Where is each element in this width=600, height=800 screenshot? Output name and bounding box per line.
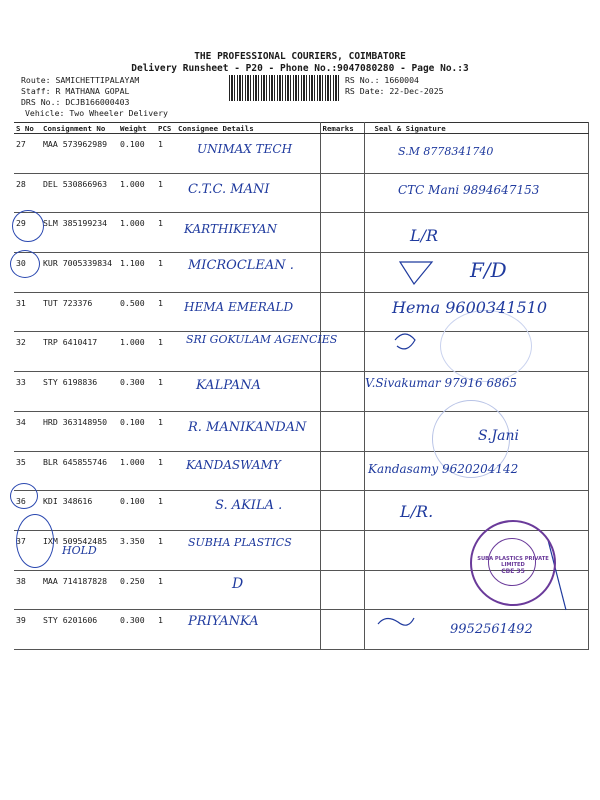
hw-consignee-32: SRI GOKULAM AGENCIES [186,333,338,346]
row-consignment: TUT 723376 [41,292,118,332]
row-consignment: TRP 6410417 [41,332,118,372]
staff-label: Staff: R MATHANA GOPAL [21,86,130,96]
hw-consignee-27: UNIMAX TECH [197,142,293,156]
row-pcs: 1 [156,292,176,332]
vehicle-label: Vehicle: Two Wheeler Delivery [25,108,168,118]
row-weight: 0.500 [118,292,156,332]
hw-signature-30: F/D [470,258,507,282]
col-sno: S No [14,123,41,134]
hw-consignee-31: HEMA EMERALD [184,300,294,314]
hw-signature-36: L/R. [400,502,434,521]
row-sno: 29 [14,213,41,253]
company-title: THE PROFESSIONAL COURIERS, COIMBATORE [194,51,406,62]
hw-signature-35: Kandasamy 9620204142 [368,462,519,476]
row-weight: 0.100 [118,134,156,174]
hw-consignee-29: KARTHIKEYAN [184,222,278,236]
circled-row-37 [16,514,54,568]
row-consignment: MAA 573962989 [41,134,118,174]
hw-signature-39: 9952561492 [450,622,533,637]
stamp-text: SUBA PLASTICS PRIVATE LIMITED [477,556,549,568]
hw-signature-31: Hema 9600341510 [392,298,548,317]
row-pcs: 1 [156,213,176,253]
row-weight: 0.100 [118,411,156,451]
row-weight: 0.300 [118,610,156,650]
hw-signature-27: S.M 8778341740 [398,145,494,158]
col-remarks: Remarks [320,123,364,134]
col-consignment: Consignment No [41,123,118,134]
row-consignment: SLM 385199234 [41,213,118,253]
rs-date: RS Date: 22-Dec-2025 [345,86,444,96]
row-pcs: 1 [156,253,176,293]
row-pcs: 1 [156,372,176,412]
circled-sno-30 [10,250,40,278]
scribble-39 [378,618,414,625]
hw-consignee-34: R. MANIKANDAN [188,420,307,435]
hw-consignee-30: MICROCLEAN . [188,258,294,273]
row-weight: 3.350 [118,530,156,570]
circled-sno-29 [12,210,44,242]
hw-consignee-36: S. AKILA . [215,498,283,513]
row-weight: 1.000 [118,213,156,253]
runsheet-subtitle: Delivery Runsheet - P20 - Phone No.:9047080280 - Page No.:3 [131,63,469,74]
row-weight: 1.000 [118,332,156,372]
row-sno: 31 [14,292,41,332]
row-sno: 37 [14,530,41,570]
route-label: Route: SAMICHETTIPALAYAM [21,75,140,85]
row-sno: 30 [14,253,41,293]
row-sno: 36 [14,491,41,531]
row-consignment: KUR 7005339834 [41,253,118,293]
row-pcs: 1 [156,173,176,213]
hw-signature-28: CTC Mani 9894647153 [398,183,540,197]
row-sno: 32 [14,332,41,372]
stamp-inner-text: CBE 35 [501,568,525,575]
row-sno: 34 [14,411,41,451]
hw-signature-33: V.Sivakumar 97916 6865 [365,376,517,390]
hw-note-37: HOLD [62,544,97,557]
row-weight: 0.100 [118,491,156,531]
hw-consignee-35: KANDASWAMY [186,458,281,472]
row-weight: 0.300 [118,372,156,412]
drs-number: DRS No.: DCJB166000403 [21,97,130,107]
company-stamp [470,520,556,606]
row-consignment: BLR 645855746 [41,451,118,491]
row-pcs: 1 [156,134,176,174]
rs-number: RS No.: 1660004 [345,75,419,85]
row-sno: 33 [14,372,41,412]
col-signature: Seal & Signature [364,123,588,134]
row-weight: 0.250 [118,570,156,610]
hw-consignee-39: PRIYANKA [188,614,259,629]
row-pcs: 1 [156,332,176,372]
hw-consignee-38: D [232,576,244,592]
hw-consignee-28: C.T.C. MANI [188,182,270,197]
hw-signature-34: S.Jani [478,428,519,444]
col-weight: Weight [118,123,156,134]
row-consignment: KDI 348616 [41,491,118,531]
col-consignee: Consignee Details [176,123,320,134]
row-sno: 39 [14,610,41,650]
row-pcs: 1 [156,530,176,570]
row-consignment: STY 6201606 [41,610,118,650]
row-consignment: IXM 509542485 [41,530,118,570]
row-consignment: DEL 530866963 [41,173,118,213]
row-pcs: 1 [156,610,176,650]
scribble-32 [395,334,415,349]
row-weight: 1.100 [118,253,156,293]
row-sno: 28 [14,173,41,213]
row-sno: 38 [14,570,41,610]
row-weight: 1.000 [118,173,156,213]
row-weight: 1.000 [118,451,156,491]
strike-mark-30 [400,262,432,284]
row-pcs: 1 [156,570,176,610]
circled-sno-36 [10,483,38,509]
hw-signature-29: L/R [410,226,439,245]
row-consignment: STY 6198836 [41,372,118,412]
row-pcs: 1 [156,411,176,451]
row-consignment: MAA 714187828 [41,570,118,610]
hw-consignee-37: SUBHA PLASTICS [188,536,292,549]
hw-consignee-33: KALPANA [196,378,261,393]
row-pcs: 1 [156,491,176,531]
row-sno: 27 [14,134,41,174]
col-pcs: PCS [156,123,176,134]
row-pcs: 1 [156,451,176,491]
row-consignment: HRD 363148950 [41,411,118,451]
row-sno: 35 [14,451,41,491]
